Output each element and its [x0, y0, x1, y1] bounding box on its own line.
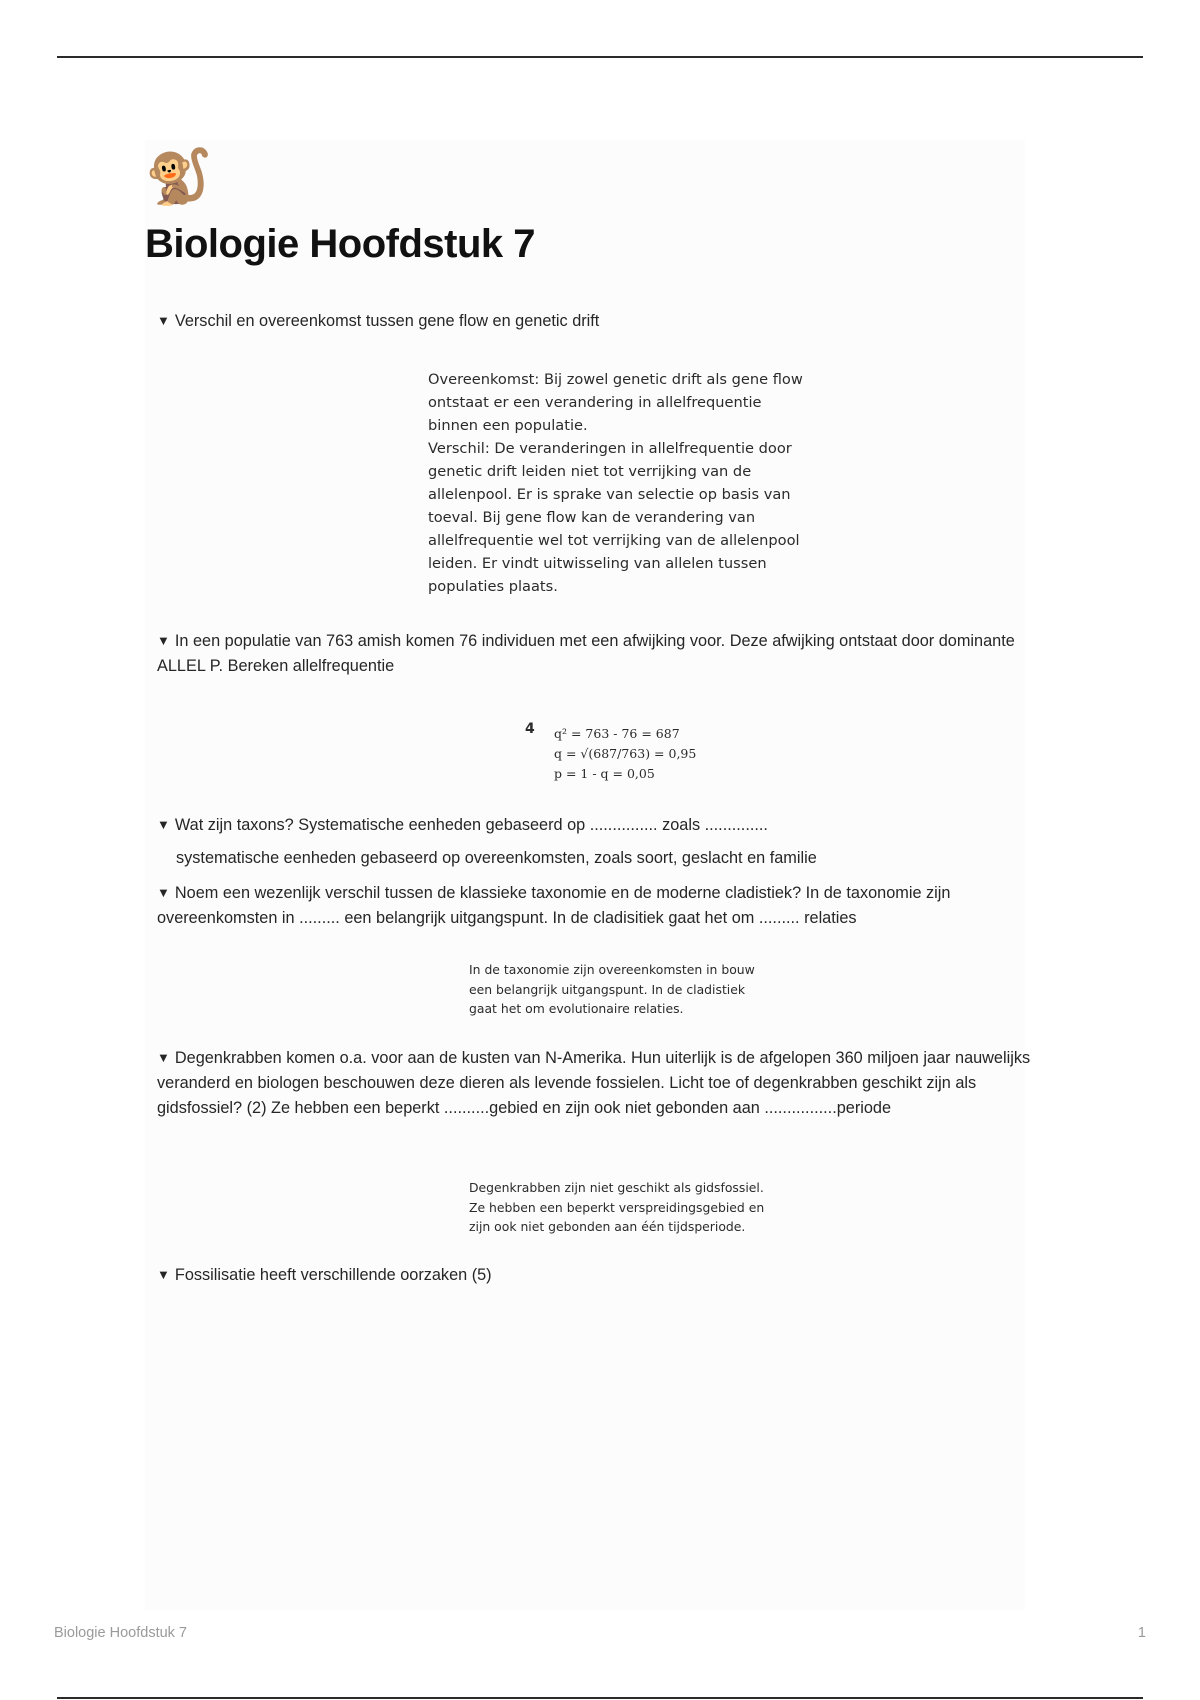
answer-line: Verschil: De veranderingen in allelfrequentie door — [428, 440, 792, 457]
answer-line: In de taxonomie zijn overeenkomsten in bouw — [469, 962, 755, 977]
answer-line: Degenkrabben zijn niet geschikt als gidsfossiel. — [469, 1180, 764, 1195]
triangle-down-icon[interactable]: ▼ — [157, 1050, 170, 1065]
answer-text-taxons: systematische eenheden gebaseerd op overeenkomsten, zoals soort, geslacht en familie — [176, 849, 817, 867]
answer-line: binnen een populatie. — [428, 417, 588, 434]
toggle-taxonomie-cladistiek[interactable] — [157, 881, 1037, 931]
answer-image-degenkrabben — [469, 1178, 789, 1237]
answer-line: allelenpool. Er is sprake van selectie op basis van — [428, 486, 791, 503]
monkey-emoji-icon: 🐒 — [145, 147, 213, 207]
answer-line: zijn ook niet gebonden aan één tijdsperiode. — [469, 1219, 746, 1234]
answer-line: leiden. Er vindt uitwisseling van allelen tussen — [428, 555, 767, 572]
answer-line: q² = 763 - 76 = 687 — [554, 726, 680, 741]
triangle-down-icon[interactable]: ▼ — [157, 817, 170, 832]
toggle-taxons[interactable] — [157, 813, 1037, 838]
toggle-allelfrequentie[interactable] — [157, 629, 1027, 679]
toggle-question: Noem een wezenlijk verschil tussen de klassieke taxonomie en de moderne cladistiek? In de taxonomie zijn overeenkomsten in ......... een belangrijk uitgangspunt. In de cladisitiek gaat het om ......... relaties — [157, 884, 951, 927]
bottom-rule — [57, 1697, 1143, 1699]
toggle-question: Wat zijn taxons? Systematische eenheden gebaseerd op ............... zoals .............. — [174, 816, 768, 834]
answer-line: Overeenkomst: Bij zowel genetic drift als gene flow — [428, 371, 803, 388]
answer-line: populaties plaats. — [428, 578, 558, 595]
triangle-down-icon[interactable]: ▼ — [157, 633, 170, 648]
answer-line: toeval. Bij gene flow kan de verandering van — [428, 509, 756, 526]
answer-number: 4 — [525, 721, 535, 737]
toggle-question: Degenkrabben komen o.a. voor aan de kusten van N-Amerika. Hun uiterlijk is de afgelopen 360 miljoen jaar nauwelijks veranderd en biologen beschouwen deze dieren als levende fossielen. Licht toe of degenkrabben geschikt zijn als gidsfossiel? (2) Ze hebben een beperkt ..........gebied en zijn ook niet gebonden aan ................periode — [157, 1049, 1031, 1117]
toggle-question: Fossilisatie heeft verschillende oorzaken (5) — [174, 1266, 492, 1284]
answer-line: Ze hebben een beperkt verspreidingsgebied en — [469, 1199, 765, 1215]
page-number: 1 — [1137, 1625, 1146, 1641]
footer-title: Biologie Hoofdstuk 7 — [54, 1625, 187, 1641]
toggle-fossilisatie[interactable] — [157, 1263, 1037, 1288]
answer-line: p = 1 - q = 0,05 — [554, 766, 655, 781]
top-rule — [57, 56, 1143, 58]
answer-line: allelfrequentie wel tot verrijking van de allelenpool — [428, 532, 800, 549]
triangle-down-icon[interactable]: ▼ — [157, 313, 170, 328]
answer-line: genetic drift leiden niet tot verrijking van de — [428, 463, 752, 480]
answer-line: q = √(687/763) = 0,95 — [554, 746, 697, 761]
page-title: Biologie Hoofdstuk 7 — [145, 222, 535, 266]
answer-line: ontstaat er een verandering in allelfrequentie — [428, 394, 762, 411]
toggle-gene-flow-drift[interactable] — [157, 309, 1037, 334]
answer-image-cladistiek — [469, 960, 789, 1019]
triangle-down-icon[interactable]: ▼ — [157, 1267, 170, 1282]
answer-line: een belangrijk uitgangspunt. In de cladistiek — [469, 981, 746, 997]
answer-line: gaat het om evolutionaire relaties. — [469, 1001, 684, 1016]
toggle-question: In een populatie van 763 amish komen 76 individuen met een afwijking voor. Deze afwijking ontstaat door dominante ALLEL P. Bereken allelfrequentie — [157, 632, 1015, 675]
answer-image-gene-flow — [428, 368, 848, 598]
triangle-down-icon[interactable]: ▼ — [157, 885, 170, 900]
toggle-degenkrabben[interactable] — [157, 1046, 1037, 1121]
toggle-question: Verschil en overeenkomst tussen gene flow en genetic drift — [174, 312, 600, 330]
page-content-area — [145, 140, 1025, 1610]
